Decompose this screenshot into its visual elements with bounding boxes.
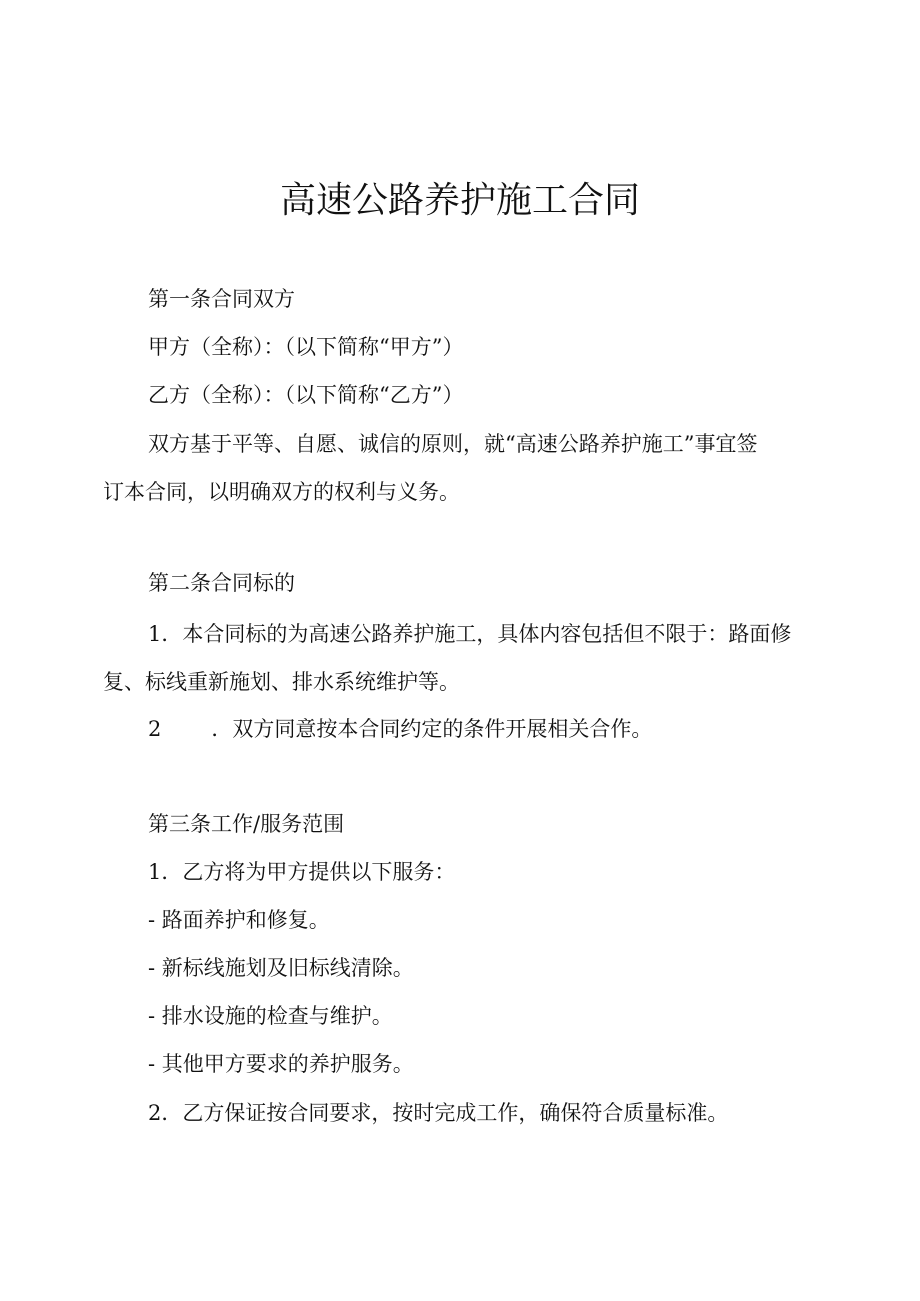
list-item: - 其他甲方要求的养护服务。 — [148, 1052, 414, 1076]
party-a-line: 甲方（全称）：（以下简称“甲方”） — [148, 335, 464, 359]
section2-item2 — [0, 714, 920, 744]
section1-heading: 第一条合同双方 — [148, 287, 295, 311]
section2-item2-number: 2 — [148, 717, 162, 741]
party-b-line: 乙方（全称）：（以下简称“乙方”） — [148, 383, 464, 407]
section2-item2-text: ．双方同意按本合同约定的条件开展相关合作。 — [211, 717, 653, 741]
intro-paragraph-line2: 订本合同，以明确双方的权利与义务。 — [103, 480, 460, 504]
list-item: - 排水设施的检查与维护。 — [148, 1004, 393, 1028]
intro-paragraph-line1: 双方基于平等、自愿、诚信的原则，就“高速公路养护施工”事宜签 — [148, 432, 758, 456]
section3-heading: 第三条工作/服务范围 — [148, 812, 345, 836]
section2-heading: 第二条合同标的 — [148, 571, 295, 595]
section2-item1-line2: 复、标线重新施划、排水系统维护等。 — [103, 670, 460, 694]
section2-item1-line1: 1．本合同标的为高速公路养护施工，具体内容包括但不限于：路面修 — [148, 622, 792, 646]
section3-item2: 2．乙方保证按合同要求，按时完成工作，确保符合质量标准。 — [148, 1101, 729, 1125]
list-item: - 路面养护和修复。 — [148, 908, 330, 932]
section3-item1: 1．乙方将为甲方提供以下服务： — [148, 860, 456, 884]
document-title: 高速公路养护施工合同 — [279, 180, 640, 221]
list-item: - 新标线施划及旧标线清除。 — [148, 956, 414, 980]
